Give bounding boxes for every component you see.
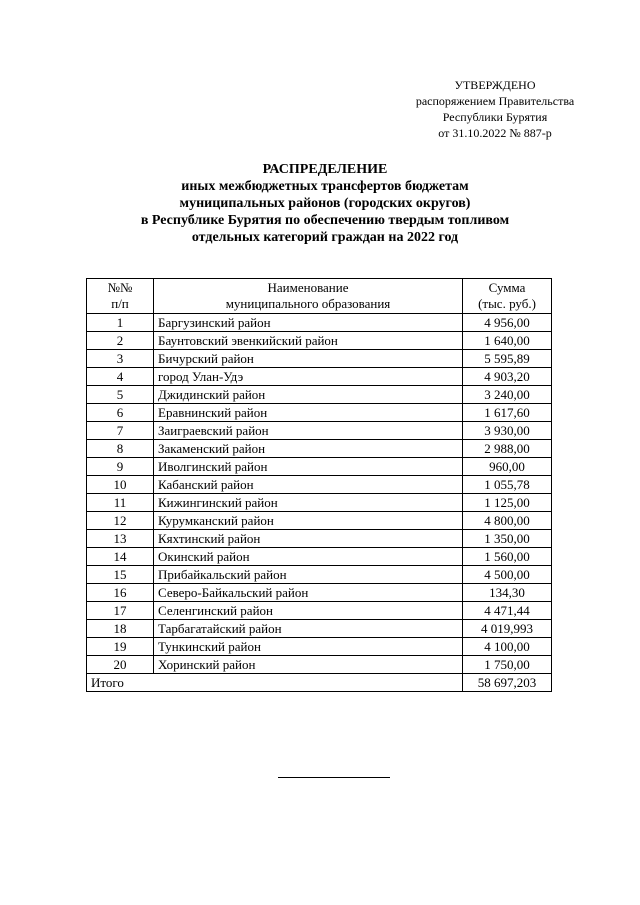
row-sum: 1 617,60 bbox=[463, 404, 552, 422]
table-row bbox=[87, 440, 552, 458]
header-number-line-1: №№ bbox=[107, 280, 133, 295]
row-municipality: Курумканский район bbox=[154, 512, 463, 530]
row-municipality: Бичурский район bbox=[154, 350, 463, 368]
total-sum: 58 697,203 bbox=[463, 674, 552, 692]
title-line-3: муниципальных районов (городских округов) bbox=[179, 196, 471, 211]
row-number: 3 bbox=[87, 350, 154, 368]
table-row bbox=[87, 404, 552, 422]
row-sum: 1 750,00 bbox=[463, 656, 552, 674]
table-header-row bbox=[87, 279, 552, 314]
row-municipality: Иволгинский район bbox=[154, 458, 463, 476]
row-number: 19 bbox=[87, 638, 154, 656]
title-line-5: отдельных категорий граждан на 2022 год bbox=[191, 230, 459, 245]
title-line-2: иных межбюджетных трансфертов бюджетам bbox=[181, 179, 469, 194]
row-number: 8 bbox=[87, 440, 154, 458]
row-sum: 1 125,00 bbox=[463, 494, 552, 512]
row-sum: 3 930,00 bbox=[463, 422, 552, 440]
row-number: 1 bbox=[87, 314, 154, 332]
approval-stamp bbox=[400, 77, 590, 141]
table-row bbox=[87, 566, 552, 584]
row-sum: 134,30 bbox=[463, 584, 552, 602]
row-municipality: Еравнинский район bbox=[154, 404, 463, 422]
row-municipality: Кяхтинский район bbox=[154, 530, 463, 548]
table-row bbox=[87, 368, 552, 386]
header-sum-line-1: Сумма bbox=[488, 280, 526, 295]
title-line-1: РАСПРЕДЕЛЕНИЕ bbox=[262, 162, 388, 177]
approval-republic: Республики Бурятия bbox=[442, 110, 548, 124]
table-row bbox=[87, 602, 552, 620]
row-municipality: Кабанский район bbox=[154, 476, 463, 494]
row-municipality: Окинский район bbox=[154, 548, 463, 566]
row-municipality: Хоринский район bbox=[154, 656, 463, 674]
row-number: 7 bbox=[87, 422, 154, 440]
table-row bbox=[87, 512, 552, 530]
header-name bbox=[154, 279, 463, 314]
row-number: 13 bbox=[87, 530, 154, 548]
row-number: 4 bbox=[87, 368, 154, 386]
distribution-table bbox=[86, 278, 552, 692]
table-row bbox=[87, 656, 552, 674]
row-municipality: Тарбагатайский район bbox=[154, 620, 463, 638]
row-number: 2 bbox=[87, 332, 154, 350]
row-municipality: Баргузинский район bbox=[154, 314, 463, 332]
row-number: 17 bbox=[87, 602, 154, 620]
row-number: 9 bbox=[87, 458, 154, 476]
row-sum: 4 019,993 bbox=[463, 620, 552, 638]
row-municipality: Джидинский район bbox=[154, 386, 463, 404]
row-municipality: Закаменский район bbox=[154, 440, 463, 458]
row-municipality: Баунтовский эвенкийский район bbox=[154, 332, 463, 350]
row-number: 5 bbox=[87, 386, 154, 404]
row-municipality: Северо-Байкальский район bbox=[154, 584, 463, 602]
row-sum: 1 350,00 bbox=[463, 530, 552, 548]
row-sum: 960,00 bbox=[463, 458, 552, 476]
row-municipality: Селенгинский район bbox=[154, 602, 463, 620]
row-number: 12 bbox=[87, 512, 154, 530]
row-sum: 4 903,20 bbox=[463, 368, 552, 386]
table-row bbox=[87, 584, 552, 602]
row-municipality: Кижингинский район bbox=[154, 494, 463, 512]
row-sum: 4 800,00 bbox=[463, 512, 552, 530]
row-sum: 1 560,00 bbox=[463, 548, 552, 566]
approval-authority: распоряжением Правительства bbox=[415, 94, 575, 108]
row-municipality: Прибайкальский район bbox=[154, 566, 463, 584]
header-sum bbox=[463, 279, 552, 314]
row-sum: 4 100,00 bbox=[463, 638, 552, 656]
row-number: 11 bbox=[87, 494, 154, 512]
row-sum: 4 500,00 bbox=[463, 566, 552, 584]
header-name-line-1: Наименование bbox=[267, 280, 349, 295]
document-title bbox=[60, 161, 590, 246]
header-name-line-2: муниципального образования bbox=[225, 296, 391, 311]
row-number: 10 bbox=[87, 476, 154, 494]
row-number: 6 bbox=[87, 404, 154, 422]
table-row bbox=[87, 386, 552, 404]
row-municipality: Тункинский район bbox=[154, 638, 463, 656]
row-municipality: Заиграевский район bbox=[154, 422, 463, 440]
total-label: Итого bbox=[87, 674, 463, 692]
table-row bbox=[87, 350, 552, 368]
table-row bbox=[87, 548, 552, 566]
row-municipality: город Улан-Удэ bbox=[154, 368, 463, 386]
row-sum: 5 595,89 bbox=[463, 350, 552, 368]
row-number: 14 bbox=[87, 548, 154, 566]
row-sum: 4 471,44 bbox=[463, 602, 552, 620]
end-divider bbox=[278, 777, 390, 778]
table-row bbox=[87, 638, 552, 656]
table-row bbox=[87, 494, 552, 512]
row-sum: 2 988,00 bbox=[463, 440, 552, 458]
header-number bbox=[87, 279, 154, 314]
row-sum: 4 956,00 bbox=[463, 314, 552, 332]
table-row bbox=[87, 314, 552, 332]
row-sum: 1 055,78 bbox=[463, 476, 552, 494]
row-sum: 3 240,00 bbox=[463, 386, 552, 404]
row-number: 16 bbox=[87, 584, 154, 602]
title-line-4: в Республике Бурятия по обеспечению твердым топливом bbox=[140, 213, 510, 228]
row-sum: 1 640,00 bbox=[463, 332, 552, 350]
table-row bbox=[87, 332, 552, 350]
table-row bbox=[87, 476, 552, 494]
row-number: 18 bbox=[87, 620, 154, 638]
table-row bbox=[87, 620, 552, 638]
table-row bbox=[87, 458, 552, 476]
header-number-line-2: п/п bbox=[111, 296, 129, 311]
row-number: 20 bbox=[87, 656, 154, 674]
table-row bbox=[87, 422, 552, 440]
total-row bbox=[87, 674, 552, 692]
header-sum-line-2: (тыс. руб.) bbox=[478, 296, 536, 311]
table-body bbox=[87, 314, 552, 674]
row-number: 15 bbox=[87, 566, 154, 584]
approval-date-number: от 31.10.2022 № 887-р bbox=[438, 126, 552, 140]
approval-heading: УТВЕРЖДЕНО bbox=[454, 78, 536, 92]
table-row bbox=[87, 530, 552, 548]
